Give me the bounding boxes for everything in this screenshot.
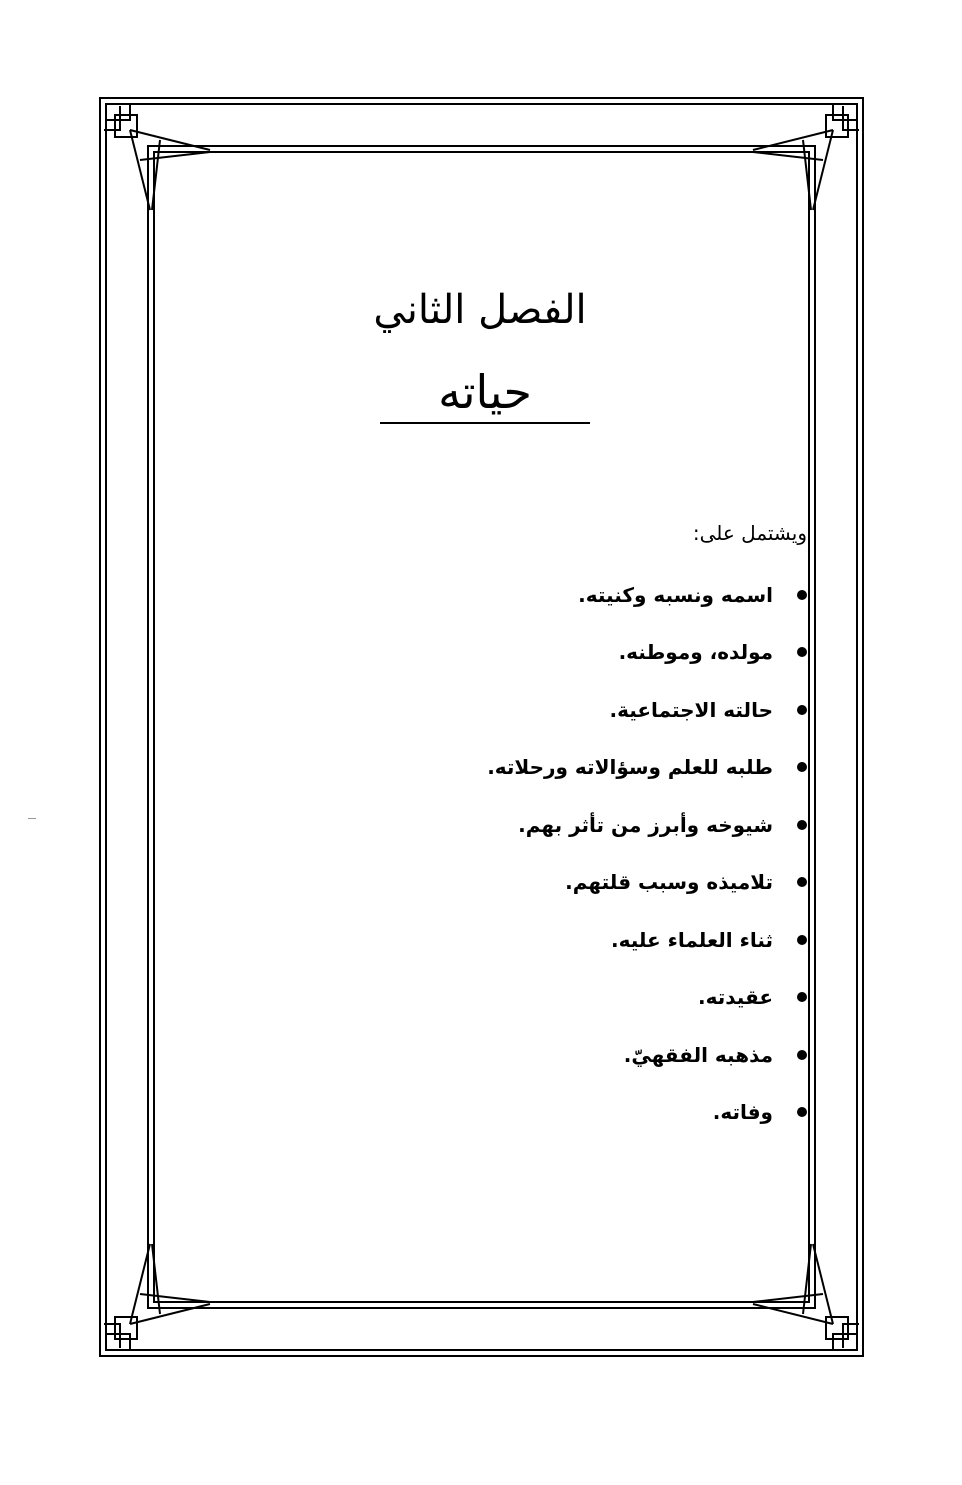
list-item [407, 796, 807, 854]
topic-text: ثناء العلماء عليه. [610, 927, 773, 952]
topic-list [407, 566, 807, 1141]
list-item [407, 624, 807, 682]
list-item [407, 969, 807, 1027]
topic-text: حالته الاجتماعية. [609, 697, 773, 722]
list-item [407, 854, 807, 912]
bullet-icon [797, 762, 807, 772]
topic-text: عقيدته. [697, 985, 773, 1010]
topic-text: مذهبه الفقهيّ. [623, 1042, 773, 1067]
topic-text: مولده، وموطنه. [618, 640, 773, 665]
topic-text: اسمه ونسبه وكنيته. [578, 582, 773, 607]
scan-edge-mark [28, 818, 36, 819]
list-item [407, 739, 807, 797]
topic-text: تلاميذه وسبب قلتهم. [565, 870, 773, 895]
list-item [407, 566, 807, 624]
topic-text: طلبه للعلم وسؤالاته ورحلاته. [487, 755, 773, 780]
bullet-icon [797, 705, 807, 715]
topic-text: شيوخه وأبرز من تأثر بهم. [518, 812, 773, 837]
bullet-icon [797, 820, 807, 830]
list-item [407, 911, 807, 969]
list-item [407, 681, 807, 739]
topic-text: وفاته. [712, 1100, 773, 1125]
bullet-icon [797, 590, 807, 600]
chapter-subtitle: حياته [380, 362, 590, 424]
bullet-icon [797, 647, 807, 657]
contents-intro: ويشتمل على: [692, 521, 807, 545]
list-item [407, 1084, 807, 1142]
bullet-icon [797, 1050, 807, 1060]
bullet-icon [797, 1107, 807, 1117]
chapter-title: الفصل الثاني [373, 287, 587, 333]
bullet-icon [797, 935, 807, 945]
list-item [407, 1026, 807, 1084]
bullet-icon [797, 992, 807, 1002]
bullet-icon [797, 877, 807, 887]
